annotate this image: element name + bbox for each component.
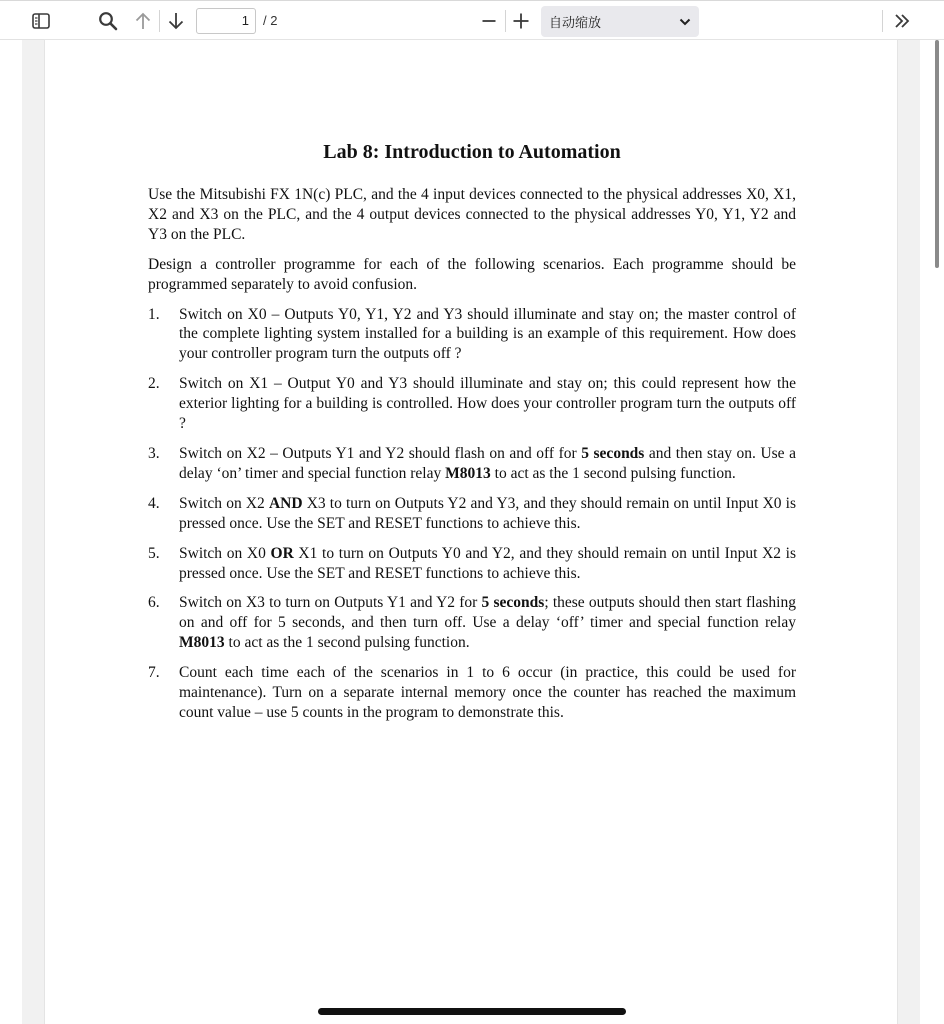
list-item [148,544,796,584]
pdf-page [45,40,897,1024]
list-item [148,494,796,534]
item-number: 2. [148,375,160,393]
toolbar [0,0,944,40]
item-text-part: Switch on X3 to turn on Outputs Y1 and Y2 for [179,594,482,612]
vertical-scrollbar[interactable] [935,40,939,268]
home-indicator[interactable] [318,1008,626,1015]
list-item [148,374,796,434]
document-viewport[interactable] [22,40,920,1024]
item-text [179,594,796,651]
double-chevron-right-icon [893,13,911,29]
item-text-bold: M8013 [179,634,225,652]
zoom-out-button[interactable] [476,8,502,34]
item-text-bold: 5 seconds [581,444,645,462]
search-button[interactable] [95,8,121,34]
toolbar-divider [159,10,160,32]
page-count: / 2 [263,13,278,28]
item-text-part: X1 to turn on Outputs Y0 and Y2, and they should remain on until Input X2 is pressed once. Use the SET and RESET functions to achieve this. [179,544,797,582]
document-content [148,140,796,733]
item-text-part: Switch on X2 [179,494,269,512]
item-text-bold: OR [270,544,294,562]
intro-paragraph: Use the Mitsubishi FX 1N(c) PLC, and the 4 input devices connected to the physical addresses X0, X1, X2 and X3 on the PLC, and the 4 output devices connected to the physical addresses Y0, Y1, Y2 and Y3 on the PLC. [148,186,796,243]
item-text-part: Switch on X0 [179,544,271,562]
chevron-down-icon [679,13,691,31]
scenario-list [148,305,796,723]
item-number: 4. [148,494,160,512]
item-text-part: to act as the 1 second pulsing function. [224,634,470,652]
item-number: 5. [148,544,160,562]
list-item [148,305,796,365]
search-icon [98,11,118,31]
zoom-in-button[interactable] [508,8,534,34]
item-text [179,545,796,582]
arrow-up-icon [134,11,152,31]
item-text-part: and then stay on. Use a delay ‘on’ timer and special function relay [179,444,796,482]
list-item [148,444,796,484]
toolbar-divider [505,10,506,32]
plus-icon [512,12,530,30]
item-text-bold: 5 seconds [481,594,545,612]
item-text-bold: AND [268,494,303,512]
zoom-value: 自动缩放 [549,16,602,31]
zoom-select[interactable] [541,6,699,37]
list-item [148,663,796,723]
item-number: 1. [148,305,160,323]
item-text-bold: M8013 [445,464,491,482]
item-text-part: X3 to turn on Outputs Y2 and Y3, and they should remain on until Input X0 is pressed once. Use the SET and RESET functions to achieve this. [179,494,797,532]
sidebar-toggle-button[interactable] [28,8,54,34]
previous-page-button[interactable] [130,8,156,34]
item-text: Count each time each of the scenarios in 1 to 6 occur (in practice, this could be used for maintenance). Turn on a separate internal memory once the counter has reached the maximum count value – use 5 counts in the program to demonstrate this. [179,664,796,721]
item-text [179,495,796,532]
design-paragraph: Design a controller programme for each of the following scenarios. Each programme should be programmed separately to avoid confusion. [148,255,796,293]
item-text [179,445,796,482]
toolbar-divider [882,10,883,32]
item-number: 7. [148,664,160,682]
item-text-part: to act as the 1 second pulsing function. [490,464,736,482]
page-number-input[interactable]: 1 [196,8,256,34]
list-item [148,593,796,653]
arrow-down-icon [167,11,185,31]
sidebar-toggle-icon [32,13,50,29]
item-text-part: Switch on X2 – Outputs Y1 and Y2 should flash on and off for [179,444,582,462]
item-number: 3. [148,444,160,462]
item-text-part: ; these outputs should then start flashing on and off for 5 seconds, and then turn off. Use a delay ‘off’ timer and special function relay [179,594,796,632]
minus-icon [481,13,497,29]
document-title: Lab 8: Introduction to Automation [323,141,621,163]
item-text: Switch on X1 – Output Y0 and Y3 should illuminate and stay on; this could represent how the exterior lighting for a building is controlled. How does your controller program turn the outputs off ? [179,375,796,433]
next-page-button[interactable] [163,8,189,34]
item-text: Switch on X0 – Outputs Y0, Y1, Y2 and Y3 should illuminate and stay on; the master control of the complete lighting system installed for a building is an example of this requirement. How does your controller program turn the outputs off ? [179,305,796,363]
more-tools-button[interactable] [889,8,915,34]
item-number: 6. [148,594,160,612]
